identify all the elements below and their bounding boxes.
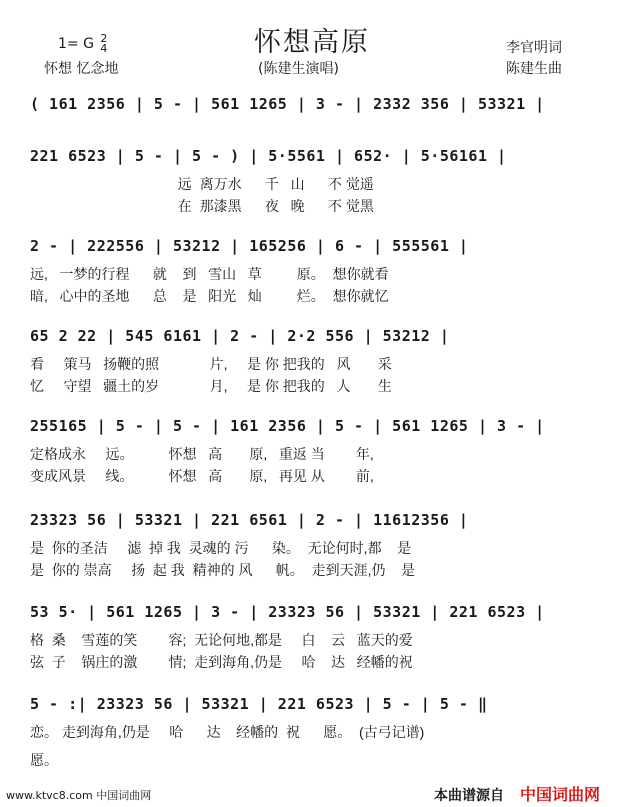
key-signature [58,34,107,54]
lyrics-verse-1: 远, 一梦的行程 就 到 雪山 草 原。 想你就看 [30,266,389,282]
composer-credit: 陈建生曲 [506,61,562,77]
notation-line: ( 161 2356 | 5 - | 561 1265 | 3 - | 2332 356 | 53321 | [30,95,545,113]
score-system-1 [30,92,590,116]
score-system-3 [30,234,590,304]
time-bottom: 4 [100,42,108,55]
lyrics-verse-1: 远 离万水 千 山 不 觉遥 [30,176,374,192]
notation-staff [30,234,590,258]
time-top: 2 [100,32,108,45]
score-system-5 [30,414,590,484]
notation-staff [30,414,590,438]
score-system-8 [30,692,590,768]
lyrics-verse-2: 在 那漆黑 夜 晚 不 觉黑 [30,198,374,214]
notation-line: 23323 56 | 53321 | 221 6561 | 2 - | 11612356 | [30,511,469,529]
notation-staff [30,692,590,716]
lyrics-verse-1: 看 策马 扬鞭的照 片, 是 你 把我的 风 采 [30,356,392,372]
lyrics-verse-2: 变成风景 线。 怀想 高 原, 再见 从 前, [30,468,374,484]
lyrics-verse-2: 暗, 心中的圣地 总 是 阳光 灿 烂。 想你就忆 [30,288,389,304]
lyrics-verse-2: 忆 守望 疆土的岁 月, 是 你 把我的 人 生 [30,378,392,394]
lyrics-verse-1: 格 桑 雪莲的笑 容; 无论何地,都是 白 云 蓝天的爱 [30,632,413,648]
score-system-4 [30,324,590,394]
score-system-6 [30,508,590,578]
notation-staff [30,508,590,532]
notation-line: 2 - | 222556 | 53212 | 165256 | 6 - | 555561 | [30,237,469,255]
lyrics-verse-1: 定格成永 远。 怀想 高 原, 重返 当 年, [30,446,374,462]
song-title: 怀想高原 [254,27,370,58]
lyrics-verse-1: 恋。 走到海角,仍是 哈 达 经幡的 祝 愿。 (古弓记谱) [30,724,425,740]
mood-marking: 怀想 忆念地 [44,61,119,77]
notation-line: 5 - :| 23323 56 | 53321 | 221 6523 | 5 - | 5 - ‖ [30,695,488,713]
notation-line: 255165 | 5 - | 5 - | 161 2356 | 5 - | 561 1265 | 3 - | [30,417,545,435]
lyrics-verse-2: 是 你的 崇高 扬 起 我 精神的 风 帆。 走到天涯,仍 是 [30,562,416,578]
notation-staff [30,92,590,116]
lyrics-verse-2: 愿。 [30,752,58,768]
lyricist-credit: 李官明词 [506,40,562,56]
brand-logo-text[interactable]: 中国词曲网 [520,785,601,804]
performer-credit: (陈建生演唱) [258,61,339,77]
notation-staff [30,600,590,624]
source-label: 本曲谱源自 [434,788,504,804]
site-url-footer[interactable]: www.ktvc8.com 中国词曲网 [6,789,152,802]
key-label: 1= G [58,36,94,52]
lyrics-verse-2: 弦 子 锅庄的激 情; 走到海角,仍是 哈 达 经幡的祝 [30,654,413,670]
notation-staff [30,324,590,348]
score-system-2 [30,144,590,214]
notation-staff [30,144,590,168]
score-system-7 [30,600,590,670]
notation-line: 53 5· | 561 1265 | 3 - | 23323 56 | 53321 | 221 6523 | [30,603,545,621]
notation-line: 65 2 22 | 545 6161 | 2 - | 2·2 556 | 53212 | [30,327,450,345]
lyrics-verse-1: 是 你的圣洁 滤 掉 我 灵魂的 污 染。 无论何时,都 是 [30,540,412,556]
notation-line: 221 6523 | 5 - | 5 - ) | 5·5561 | 652· | 5·56161 | [30,147,507,165]
time-signature [100,34,107,54]
